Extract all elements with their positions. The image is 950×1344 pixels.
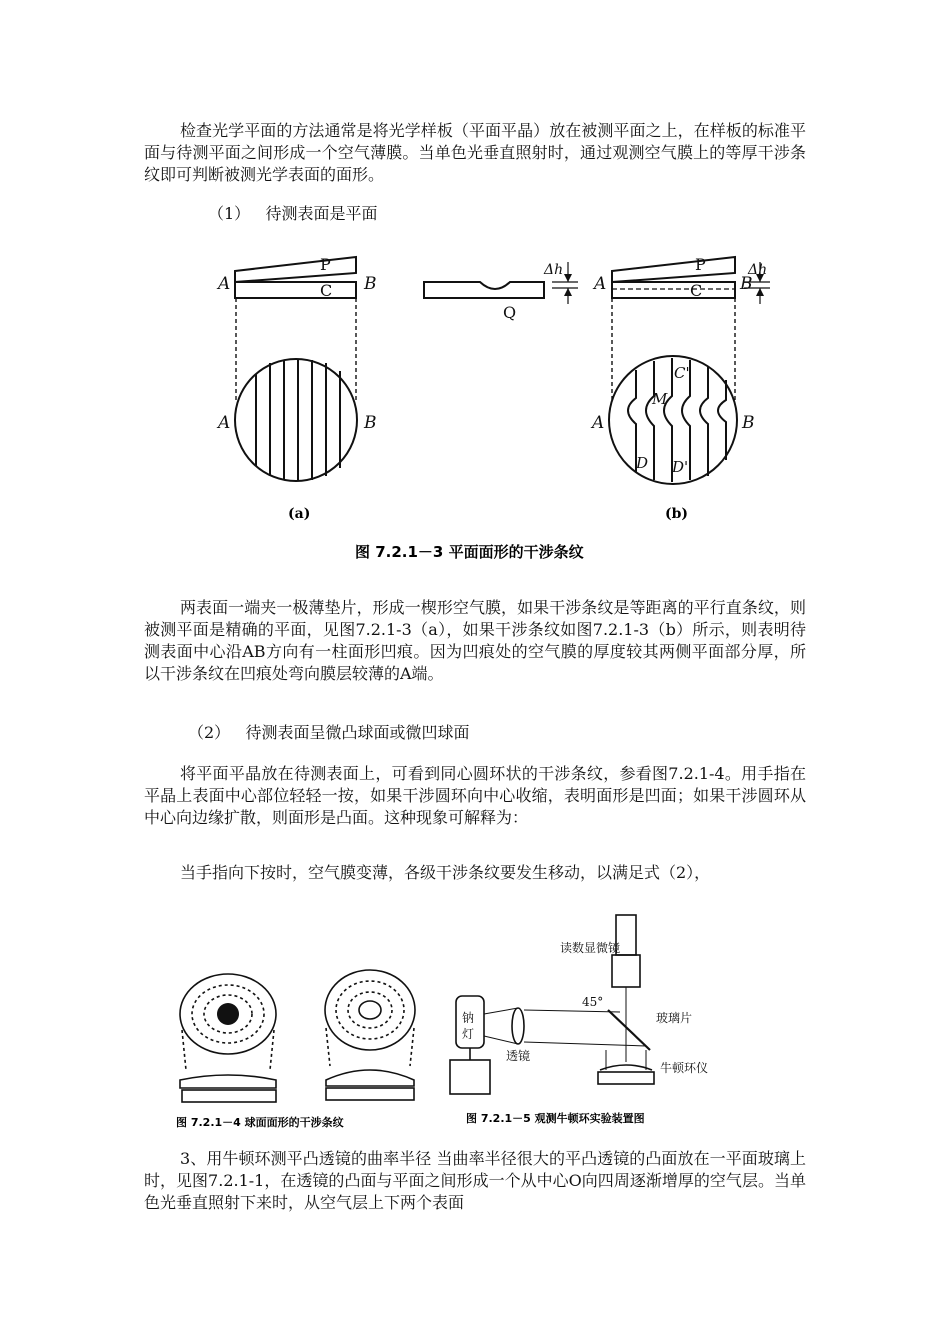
fringe-circle-a	[235, 359, 357, 481]
label-b-circle-b: B	[742, 413, 755, 433]
label-c-prime: C'	[674, 364, 690, 382]
label-q: Q	[503, 303, 517, 322]
paragraph-wedge: 两表面一端夹一极薄垫片，形成一楔形空气膜，如果干涉条纹是等距离的平行直条纹，则被测平面是精确的平面，见图7.2.1-3（a），如果干涉条纹如图7.2.1-3（b）所示，则表明待测表面中心沿AB方向有一柱面形凹痕。因为凹痕处的空气膜的厚度较其两侧平面部分厚，所以干涉条纹在凹痕处弯向膜层较薄的A端。	[144, 598, 806, 683]
label-m: M	[652, 390, 668, 408]
label-b-top-b: B	[740, 274, 753, 294]
optical-flat-p	[235, 257, 356, 282]
label-lamp-1: 钠	[462, 1011, 475, 1025]
label-angle: 45°	[582, 995, 604, 1009]
figure-caption-7-2-1-3: 图 7.2.1－3 平面面形的干涉条纹	[355, 543, 584, 561]
label-b-top: B	[364, 274, 377, 294]
test-surface-c	[235, 282, 356, 298]
figure-caption-7-2-1-4: 图 7.2.1－4 球面面形的干涉条纹	[176, 1116, 344, 1129]
label-d: D	[636, 454, 649, 472]
label-lens: 透镜	[506, 1049, 531, 1063]
label-glass-plate: 玻璃片	[656, 1011, 693, 1025]
paragraph-newton-rings: 3、用牛顿环测平凸透镜的曲率半径 当曲率半径很大的平凸透镜的凸面放在一平面玻璃上时，见图7.2.1-1，在透镜的凸面与平面之间形成一个从中心O向四周逐渐增厚的空气层。当单色光垂直照射下来时，从空气层上下两个表面	[144, 1149, 806, 1212]
paragraph-concentric: 将平面平晶放在待测表面上，可看到同心圆环状的干涉条纹，参看图7.2.1-4。用手指在平晶上表面中心部位轻轻一按，如果干涉圆环向中心收缩，表明面形是凹面；如果干涉圆环从中心向边缘扩散，则面形是凸面。这种现象可解释为：	[144, 764, 806, 827]
label-c: C	[320, 281, 333, 300]
test-plate-q	[424, 282, 544, 298]
label-b-circle: B	[364, 413, 377, 433]
paragraph-intro: 检查光学平面的方法通常是将光学样板（平面平晶）放在被测平面之上，在样板的标准平面与待测平面之间形成一个空气薄膜。当单色光垂直照射时，通过观测空气膜上的等厚干涉条纹即可判断被测光学表面的面形。	[144, 121, 806, 184]
heading-spherical-surface: （2） 待测表面呈微凸球面或微凹球面	[188, 723, 470, 742]
label-microscope: 读数显微镜	[560, 941, 621, 955]
heading-flat-surface: （1） 待测表面是平面	[208, 204, 378, 223]
label-a-circle-b: A	[592, 413, 605, 433]
label-a-top-b: A	[594, 274, 607, 294]
label-delta-h-2: Δh	[748, 262, 768, 278]
label-newton-device: 牛顿环仪	[660, 1061, 709, 1075]
sublabel-b: (b)	[665, 506, 689, 522]
figure-caption-7-2-1-5: 图 7.2.1－5 观测牛顿环实验装置图	[466, 1112, 645, 1125]
label-a-circle: A	[218, 413, 231, 433]
label-a-top: A	[218, 274, 231, 294]
label-d-prime: D'	[672, 458, 689, 476]
label-delta-h-1: Δh	[544, 262, 564, 278]
label-lamp-2: 灯	[462, 1027, 475, 1041]
label-p-b: P	[695, 255, 706, 274]
label-p: P	[320, 255, 331, 274]
sublabel-a: (a)	[288, 506, 311, 522]
label-c-b: C	[690, 281, 703, 300]
paragraph-press: 当手指向下按时，空气膜变薄，各级干涉条纹要发生移动，以满足式（2），	[180, 863, 711, 882]
